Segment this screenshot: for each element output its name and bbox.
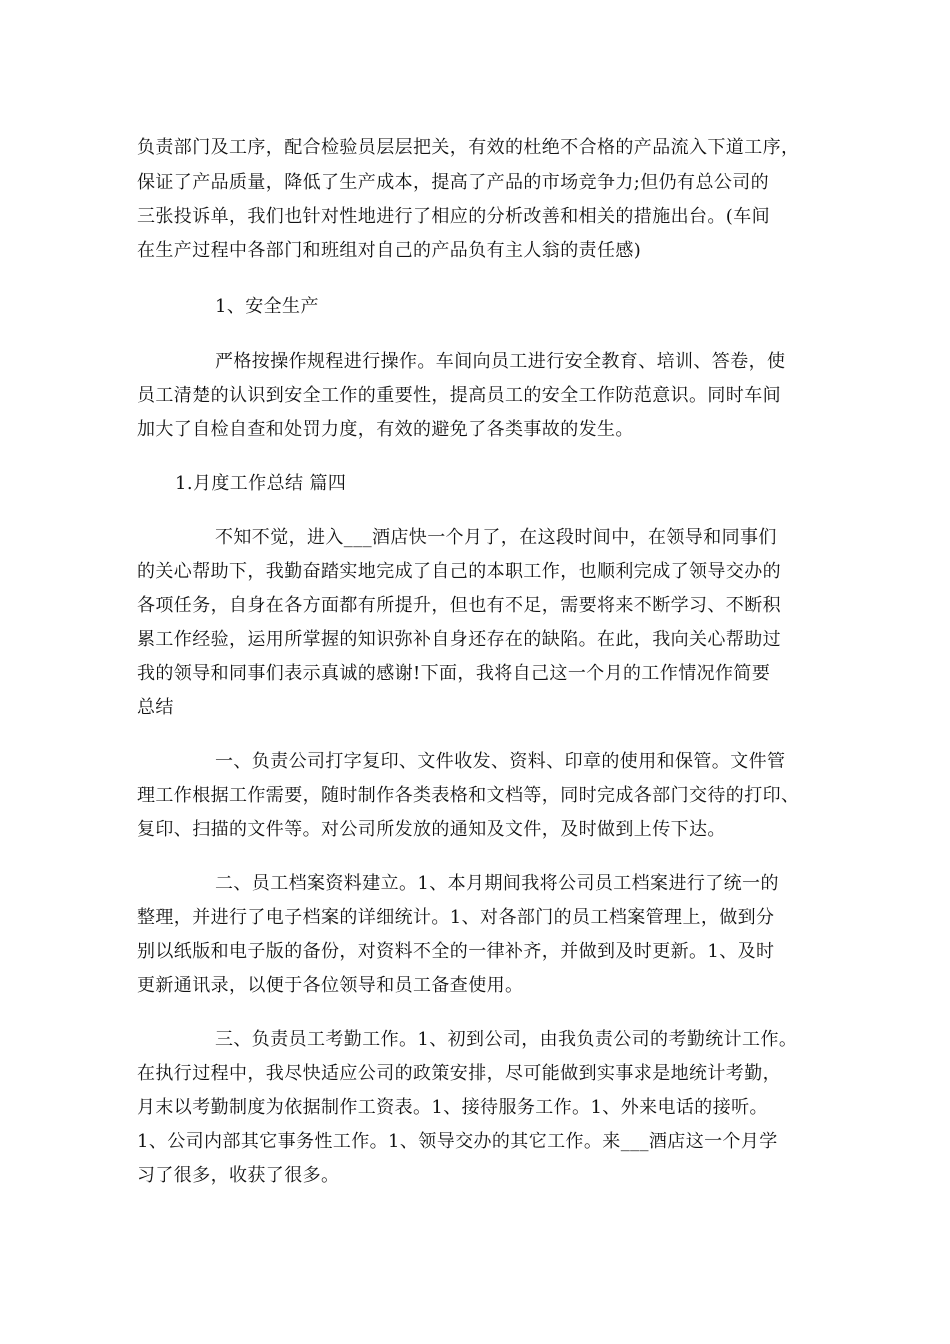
- intro-line-3: 三张投诉单，我们也针对性地进行了相应的分析改善和相关的措施出台。(车间: [137, 206, 771, 227]
- p4-line-3: 月末以考勤制度为依据制作工资表。1、接待服务工作。1、外来电话的接听。: [137, 1097, 768, 1118]
- p3-line-4: 更新通讯录，以便于各位领导和员工备查使用。: [137, 975, 524, 996]
- p3-line-3: 别以纸版和电子版的备份，对资料不全的一律补齐，并做到及时更新。1、及时: [137, 941, 775, 962]
- p4-line-2: 在执行过程中，我尽快适应公司的政策安排，尽可能做到实事求是地统计考勤，: [137, 1063, 781, 1084]
- p1-line-1: 不知不觉，进入___酒店快一个月了，在这段时间中，在领导和同事们: [215, 527, 777, 548]
- p1-line-2: 的关心帮助下，我勤奋踏实地完成了自己的本职工作，也顺利完成了领导交办的: [137, 561, 781, 582]
- p4-line-4: 1、公司内部其它事务性工作。1、领导交办的其它工作。来___酒店这一个月学: [137, 1131, 778, 1152]
- p3-line-1: 二、员工档案资料建立。1、本月期间我将公司员工档案进行了统一的: [215, 873, 779, 894]
- p1-line-5: 我的领导和同事们表示真诚的感谢!下面，我将自己这一个月的工作情况作简要: [137, 663, 771, 684]
- p1-line-6: 总结: [137, 697, 174, 718]
- p3-line-2: 整理，并进行了电子档案的详细统计。1、对各部门的员工档案管理上，做到分: [137, 907, 775, 928]
- p1-line-4: 累工作经验，运用所掌握的知识弥补自身还存在的缺陷。在此，我向关心帮助过: [137, 629, 781, 650]
- safety-line-2: 员工清楚的认识到安全工作的重要性，提高员工的安全工作防范意识。同时车间: [137, 385, 781, 406]
- section-heading: 1.月度工作总结 篇四: [175, 473, 347, 494]
- safety-line-3: 加大了自检自查和处罚力度，有效的避免了各类事故的发生。: [137, 419, 634, 440]
- p2-line-3: 复印、扫描的文件等。对公司所发放的通知及文件，及时做到上传下达。: [137, 819, 726, 840]
- intro-line-1: 负责部门及工序，配合检验员层层把关，有效的杜绝不合格的产品流入下道工序，: [137, 137, 800, 158]
- safety-line-1: 严格按操作规程进行操作。车间向员工进行安全教育、培训、答卷，使: [215, 351, 786, 372]
- p4-line-1: 三、负责员工考勤工作。1、初到公司，由我负责公司的考勤统计工作。: [215, 1029, 798, 1050]
- p2-line-2: 理工作根据工作需要，随时制作各类表格和文档等，同时完成各部门交待的打印、: [137, 785, 800, 806]
- intro-line-4: 在生产过程中各部门和班组对自己的产品负有主人翁的责任感): [137, 240, 642, 261]
- safety-heading: 1、安全生产: [215, 296, 319, 317]
- p2-line-1: 一、负责公司打字复印、文件收发、资料、印章的使用和保管。文件管: [215, 751, 786, 772]
- p1-line-3: 各项任务，自身在各方面都有所提升，但也有不足，需要将来不断学习、不断积: [137, 595, 781, 616]
- p4-line-5: 习了很多，收获了很多。: [137, 1165, 340, 1186]
- intro-line-2: 保证了产品质量，降低了生产成本，提高了产品的市场竞争力;但仍有总公司的: [137, 172, 770, 193]
